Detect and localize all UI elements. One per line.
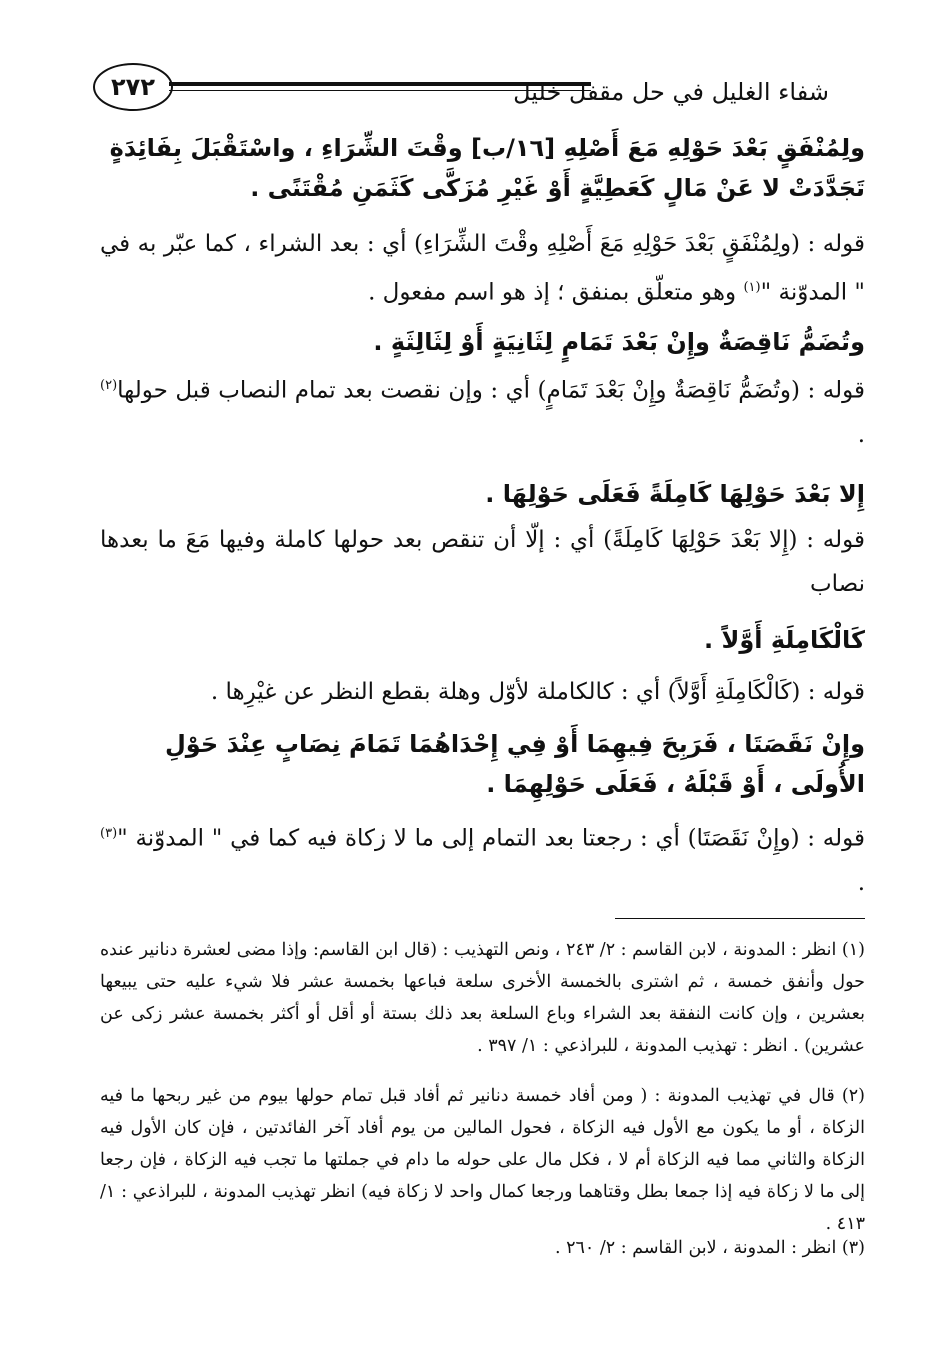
sharh-3: قوله : (إِلا بَعْدَ حَوْلِهَا كَامِلَةً) أي : إلّا أن تنقص بعد حولها كاملة وفيها مَعَ ما بعدها نصاب [100,527,865,597]
matn-1: ولِمُنْفَقٍ بَعْدَ حَوْلِهِ مَعَ أَصْلِهِ [١٦/ب] وقْتَ الشِّرَاءِ ، واسْتَقْبَلَ بِفَائِدَةٍ تَجَدَّدَتْ لا عَنْ مَالٍ كَعَطِيَّةٍ أَوْ غَيْرِ مُزَكَّى كَثَمَنِ مُقْتَنًى . [109,134,865,202]
sharh-1 [100,222,865,315]
matn-5: وإِنْ نَقَصَتَا ، فَرَبِحَ فِيهِمَا أَوْ فِي إِحْدَاهُمَا تَمَامَ نِصَابٍ عِنْدَ حَوْلِ الأُولَى ، أَوْ قَبْلَهُ ، فَعَلَى حَوْلِهِمَا . [164,730,865,798]
sharh-1-tail: وهو متعلّق بمنفق ؛ إذ هو اسم مفعول . [368,279,744,306]
footnote-ref-1: (١) [743,280,761,295]
page-number: ٢٧٢ [93,63,173,111]
footnote-3: (٣) انظر : المدونة ، لابن القاسم : ٢/ ٢٦٠ . [554,1238,865,1258]
sharh-1-text: قوله : (ولِمُنْفَقٍ بَعْدَ حَوْلِهِ مَعَ أَصْلِهِ وقْتَ الشِّرَاءِ) أي : بعد الشراء ، كما عبّر به في " المدوّنة " [100,231,865,306]
footnote-ref-3: (٣) [100,826,118,841]
matn-2: وتُضَمُّ نَاقِصَةٌ وإِنْ بَعْدَ تَمَامٍ لِثَانِيَةٍ أَوْ لِثَالِثَةٍ . [373,328,865,356]
footnote-2: (٢) قال في تهذيب المدونة : ( ومن أفاد خمسة دنانير ثم أفاد قبل تمام حولها بيوم من غير ربحها ما فيه الزكاة ، أو ما يكون مع الأول فيه الزكاة ، فحول المالين من يوم أفاد آخر الفائدتين ، فإن كان الأول فيه الزكاة والثاني مما فيه الزكاة أم لا ، فكل مال على حوله ما دام في جملتها ما تجب فيه الزكاة ، فإن رجعا إلى ما لا زكاة فيه إذا جمعا بطل وقتاهما ورجعا كمال واحد لا زكاة فيه) انظر تهذيب المدونة ، للبراذعي : ١/ ٤١٣ . [100,1086,865,1234]
sharh-5-text: قوله : (وإِنْ نَقَصَتَا) أي : رجعتا بعد التمام إلى ما لا زكاة فيه كما في " المدوّنة " [117,825,865,852]
matn-3: إِلا بَعْدَ حَوْلِهَا كَامِلَةً فَعَلَى حَوْلِهَا . [485,480,865,508]
matn-4: كَالْكَامِلَةِ أَوَّلاً . [703,626,865,654]
sharh-5 [100,812,865,905]
sharh-4: قوله : (كَالْكَامِلَةِ أَوَّلاً) أي : كالكاملة لأوّل وهلة بقطع النظر عن غيْرِها . [210,679,865,705]
sharh-2-text: قوله : (وتُضَمُّ نَاقِصَةٌ وإِنْ بَعْدَ تَمَامٍ) أي : وإن نقصت بعد تمام النصاب قبل حولها [117,377,865,404]
sharh-2 [100,364,865,457]
running-title: شفاء الغليل في حل مقفل خليل [513,78,829,106]
footnote-separator [615,918,865,919]
footnote-ref-2: (٢) [100,378,118,393]
sharh-2-tail: . [857,421,865,448]
footnote-1: (١) انظر : المدونة ، لابن القاسم : ٢/ ٢٤٣ ، ونص التهذيب : (قال ابن القاسم: وإذا مضى لعشرة دنانير عنده حول وأنفق خمسة ، ثم اشترى بالخمسة الأخرى سلعة فباعها بخمسة عشر فلا شيء عليه حتى يبيعها بعشرين ، وإن كانت النفقة بعد الشراء وباع السلعة بعد ذلك بستة أو أقل أو أكثر بخمسة عشر زكى عن عشرين) . انظر : تهذيب المدونة ، للبراذعي : ١/ ٣٩٧ . [100,940,865,1056]
sharh-5-tail: . [857,869,865,896]
